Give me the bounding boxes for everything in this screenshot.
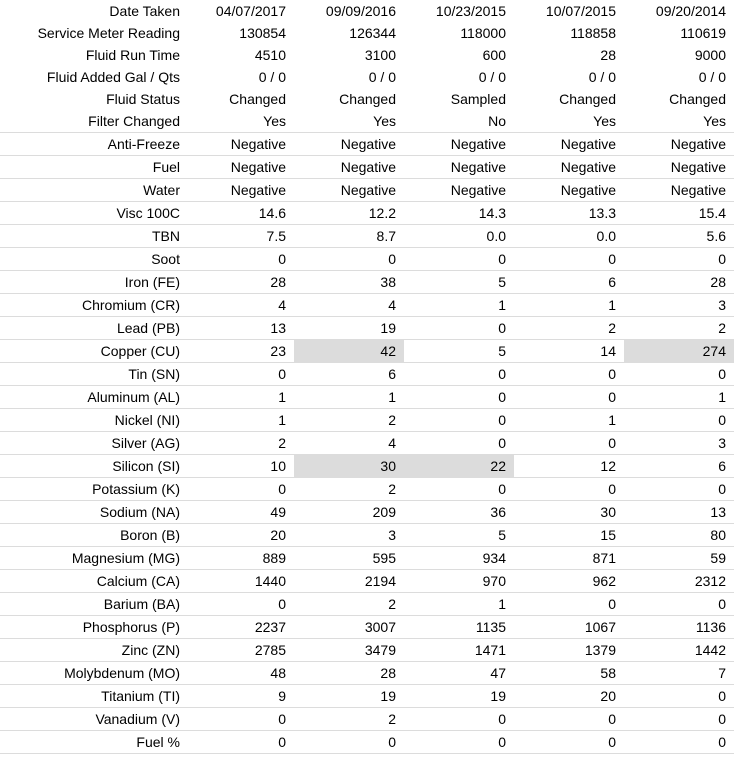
value-cell: 9000 (694, 47, 726, 63)
table-row (0, 44, 734, 66)
table-row (0, 639, 734, 662)
table-row (0, 156, 734, 179)
value-cell: 3100 (364, 47, 396, 63)
table-row (0, 432, 734, 455)
value-cell: 1442 (624, 639, 734, 662)
value-cell: 1 (404, 593, 514, 616)
value-cell: 14.3 (404, 202, 514, 225)
value-cell: 14.6 (188, 202, 294, 225)
value-cell: 962 (514, 570, 624, 593)
value-cell: 0 / 0 (698, 69, 726, 85)
value-cell: 0 (624, 685, 734, 708)
value-cell: Yes (514, 110, 624, 133)
value-cell: 0 (294, 248, 404, 271)
row-label: Visc 100C (0, 202, 188, 225)
value-cell: 0 (188, 708, 294, 731)
flagged-value-cell: 274 (624, 340, 734, 363)
table-row (0, 708, 734, 731)
date-cell: 10/23/2015 (435, 3, 506, 19)
value-cell: 58 (514, 662, 624, 685)
value-cell: 3479 (294, 639, 404, 662)
value-cell: No (404, 110, 514, 133)
value-cell: 2 (514, 317, 624, 340)
table-row (0, 662, 734, 685)
value-cell: 0 (188, 731, 294, 754)
date-cell: 04/07/2017 (215, 3, 286, 19)
row-label: Fuel (0, 156, 188, 179)
value-cell: 118858 (570, 25, 616, 41)
value-cell: 2312 (624, 570, 734, 593)
value-cell: Negative (404, 156, 514, 179)
value-cell: 0 (624, 593, 734, 616)
value-cell: 970 (404, 570, 514, 593)
value-cell: 0 / 0 (478, 69, 506, 85)
value-cell: 5 (404, 340, 514, 363)
value-cell: 3007 (294, 616, 404, 639)
value-cell: Negative (404, 133, 514, 156)
value-cell: 0 (404, 363, 514, 386)
value-cell: 3 (624, 432, 734, 455)
value-cell: 14 (514, 340, 624, 363)
value-cell: 209 (294, 501, 404, 524)
row-label: Sodium (NA) (0, 501, 188, 524)
value-cell: 0 (624, 363, 734, 386)
value-cell: 1 (294, 386, 404, 409)
value-cell: 8.7 (294, 225, 404, 248)
table-row (0, 317, 734, 340)
value-cell: 2 (294, 478, 404, 501)
value-cell: 1379 (514, 639, 624, 662)
row-label: Silver (AG) (0, 432, 188, 455)
value-cell: 0 (404, 432, 514, 455)
value-cell: Changed (559, 91, 616, 107)
value-cell: 12.2 (294, 202, 404, 225)
table-row (0, 455, 734, 478)
value-cell: 6 (294, 363, 404, 386)
value-cell: 3 (294, 524, 404, 547)
value-cell: 1 (188, 409, 294, 432)
value-cell: 20 (514, 685, 624, 708)
value-cell: 1 (404, 294, 514, 317)
table-row (0, 501, 734, 524)
value-cell: 13 (188, 317, 294, 340)
value-cell: 19 (404, 685, 514, 708)
flagged-value-cell: 42 (294, 340, 404, 363)
value-cell: 15 (514, 524, 624, 547)
value-cell: Negative (188, 133, 294, 156)
flagged-value-cell: 22 (404, 455, 514, 478)
value-cell: 0 (514, 593, 624, 616)
table-row (0, 570, 734, 593)
value-cell: Yes (624, 110, 734, 133)
value-cell: 0 (514, 386, 624, 409)
value-cell: 13.3 (514, 202, 624, 225)
value-cell: Sampled (450, 91, 506, 107)
value-cell: 12 (514, 455, 624, 478)
value-cell: Negative (624, 156, 734, 179)
table-row (0, 340, 734, 363)
table-row (0, 409, 734, 432)
table-row (0, 22, 734, 44)
value-cell: 2 (188, 432, 294, 455)
row-label: Barium (BA) (0, 593, 188, 616)
value-cell: 0 / 0 (588, 69, 616, 85)
value-cell: Negative (294, 156, 404, 179)
row-label: Anti-Freeze (0, 133, 188, 156)
value-cell: 1 (188, 386, 294, 409)
value-cell: 47 (404, 662, 514, 685)
value-cell: 7.5 (188, 225, 294, 248)
value-cell: 0 (404, 317, 514, 340)
row-label: Potassium (K) (0, 478, 188, 501)
value-cell: 126344 (349, 25, 396, 41)
value-cell: 6 (514, 271, 624, 294)
value-cell: Negative (294, 179, 404, 202)
value-cell: 0 (624, 248, 734, 271)
value-cell: 0 (188, 478, 294, 501)
table-row (0, 547, 734, 570)
value-cell: 600 (482, 47, 506, 63)
value-cell: Changed (339, 91, 396, 107)
table-row (0, 133, 734, 156)
value-cell: 4 (294, 294, 404, 317)
table-row (0, 179, 734, 202)
date-cell: 09/20/2014 (655, 3, 726, 19)
value-cell: 0.0 (514, 225, 624, 248)
row-label: Fluid Run Time (85, 47, 180, 63)
value-cell: 20 (188, 524, 294, 547)
row-label: Aluminum (AL) (0, 386, 188, 409)
table-row (0, 248, 734, 271)
value-cell: Negative (514, 133, 624, 156)
value-cell: 9 (188, 685, 294, 708)
value-cell: 1471 (404, 639, 514, 662)
value-cell: 19 (294, 317, 404, 340)
row-label: Nickel (NI) (0, 409, 188, 432)
row-label: Magnesium (MG) (0, 547, 188, 570)
value-cell: 2194 (294, 570, 404, 593)
value-cell: 36 (404, 501, 514, 524)
value-cell: 1136 (624, 616, 734, 639)
value-cell: Negative (624, 133, 734, 156)
value-cell: 0 (188, 363, 294, 386)
value-cell: 4 (294, 432, 404, 455)
value-cell: 0 (514, 363, 624, 386)
value-cell: 0 (188, 248, 294, 271)
row-label: Iron (FE) (0, 271, 188, 294)
value-cell: 4 (188, 294, 294, 317)
row-label: Fuel % (0, 731, 188, 754)
value-cell: 0 (624, 478, 734, 501)
value-cell: 0 / 0 (368, 69, 396, 85)
row-label: Titanium (TI) (0, 685, 188, 708)
value-cell: 871 (514, 547, 624, 570)
value-cell: 59 (624, 547, 734, 570)
value-cell: 2 (294, 708, 404, 731)
value-cell: 0 (188, 593, 294, 616)
row-label: Service Meter Reading (37, 25, 180, 41)
table-row (0, 616, 734, 639)
date-cell: 09/09/2016 (325, 3, 396, 19)
date-cell: 10/07/2015 (545, 3, 616, 19)
header-row (0, 0, 734, 22)
row-label: Lead (PB) (0, 317, 188, 340)
table-row (0, 294, 734, 317)
table-row (0, 88, 734, 110)
table-row (0, 386, 734, 409)
value-cell: 6 (624, 455, 734, 478)
table-row (0, 271, 734, 294)
value-cell: 2237 (188, 616, 294, 639)
flagged-value-cell: 30 (294, 455, 404, 478)
value-cell: 0 (514, 731, 624, 754)
value-cell: 889 (188, 547, 294, 570)
row-label: Molybdenum (MO) (0, 662, 188, 685)
value-cell: 28 (600, 47, 616, 63)
value-cell: 7 (624, 662, 734, 685)
value-cell: 0 (624, 731, 734, 754)
value-cell: 30 (514, 501, 624, 524)
value-cell: 48 (188, 662, 294, 685)
value-cell: 0 (624, 409, 734, 432)
table-row (0, 110, 734, 133)
value-cell: 0 (404, 478, 514, 501)
value-cell: Negative (188, 179, 294, 202)
value-cell: 0 / 0 (258, 69, 286, 85)
value-cell: 0 (404, 409, 514, 432)
value-cell: 0 (294, 731, 404, 754)
row-label: Boron (B) (0, 524, 188, 547)
value-cell: 5 (404, 271, 514, 294)
value-cell: Changed (669, 91, 726, 107)
table-row (0, 363, 734, 386)
table-row (0, 524, 734, 547)
row-label: Calcium (CA) (0, 570, 188, 593)
value-cell: 2 (624, 317, 734, 340)
value-cell: 0 (404, 731, 514, 754)
value-cell: 13 (624, 501, 734, 524)
value-cell: 130854 (239, 25, 286, 41)
value-cell: 1135 (404, 616, 514, 639)
value-cell: 0 (404, 708, 514, 731)
row-label: Phosphorus (P) (0, 616, 188, 639)
value-cell: 2785 (188, 639, 294, 662)
row-label: Vanadium (V) (0, 708, 188, 731)
value-cell: 38 (294, 271, 404, 294)
row-label: Chromium (CR) (0, 294, 188, 317)
value-cell: Negative (294, 133, 404, 156)
value-cell: 1 (624, 386, 734, 409)
value-cell: 595 (294, 547, 404, 570)
value-cell: Negative (404, 179, 514, 202)
value-cell: 1440 (188, 570, 294, 593)
value-cell: 0 (404, 248, 514, 271)
value-cell: Changed (229, 91, 286, 107)
value-cell: 3 (624, 294, 734, 317)
table-row (0, 66, 734, 88)
value-cell: 80 (624, 524, 734, 547)
value-cell: 0 (404, 386, 514, 409)
table-row (0, 225, 734, 248)
table-row (0, 685, 734, 708)
row-label: TBN (0, 225, 188, 248)
value-cell: Yes (294, 110, 404, 133)
value-cell: Yes (188, 110, 294, 133)
value-cell: 28 (294, 662, 404, 685)
value-cell: 0 (514, 432, 624, 455)
table-row (0, 478, 734, 501)
row-label: Fluid Added Gal / Qts (46, 69, 180, 85)
value-cell: 49 (188, 501, 294, 524)
row-label: Copper (CU) (0, 340, 188, 363)
value-cell: 28 (624, 271, 734, 294)
value-cell: 19 (294, 685, 404, 708)
value-cell: Negative (624, 179, 734, 202)
row-label: Zinc (ZN) (0, 639, 188, 662)
value-cell: 10 (188, 455, 294, 478)
table-row (0, 593, 734, 616)
table-row (0, 202, 734, 225)
value-cell: 118000 (460, 25, 506, 41)
value-cell: 1 (514, 294, 624, 317)
value-cell: 110619 (680, 25, 726, 41)
value-cell: Negative (514, 156, 624, 179)
row-label: Fluid Status (106, 91, 180, 107)
value-cell: 934 (404, 547, 514, 570)
value-cell: 15.4 (624, 202, 734, 225)
value-cell: 0 (624, 708, 734, 731)
row-label: Tin (SN) (0, 363, 188, 386)
value-cell: 2 (294, 593, 404, 616)
value-cell: 4510 (254, 47, 286, 63)
value-cell: 5.6 (624, 225, 734, 248)
row-label: Filter Changed (0, 110, 188, 133)
value-cell: 1067 (514, 616, 624, 639)
value-cell: 0 (514, 708, 624, 731)
value-cell: 0 (514, 248, 624, 271)
table-row (0, 731, 734, 754)
value-cell: 23 (188, 340, 294, 363)
value-cell: Negative (188, 156, 294, 179)
row-label: Soot (0, 248, 188, 271)
header-label: Date Taken (109, 3, 180, 19)
value-cell: 0 (514, 478, 624, 501)
value-cell: Negative (514, 179, 624, 202)
value-cell: 1 (514, 409, 624, 432)
row-label: Water (0, 179, 188, 202)
value-cell: 0.0 (404, 225, 514, 248)
row-label: Silicon (SI) (0, 455, 188, 478)
value-cell: 28 (188, 271, 294, 294)
value-cell: 5 (404, 524, 514, 547)
value-cell: 2 (294, 409, 404, 432)
